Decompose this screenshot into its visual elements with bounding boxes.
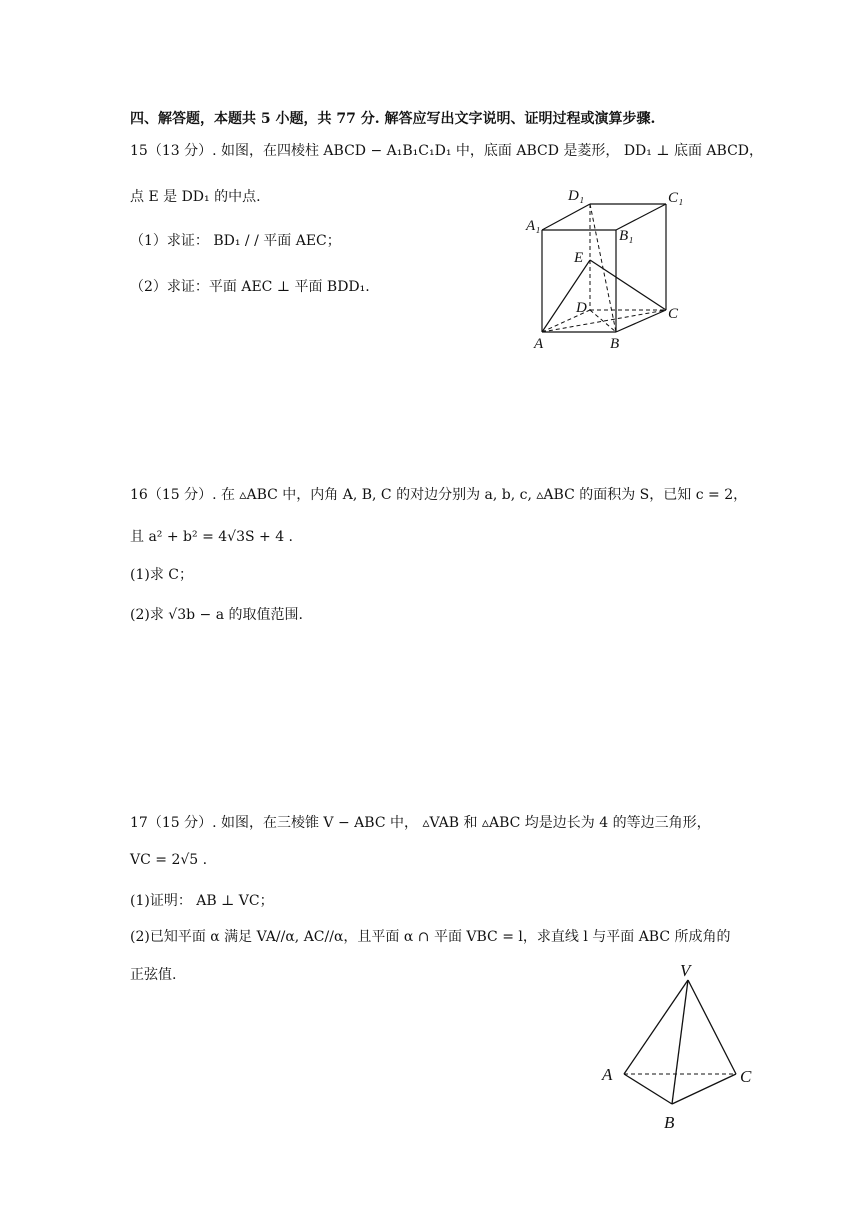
label-C: C [668,306,679,322]
label-A: A [534,336,544,350]
section-heading: 四、解答题，本题共 5 小题，共 77 分. 解答应写出文字说明、证明过程或演算步骤. [130,111,656,127]
label-B1: B₁ [619,228,634,244]
label-D: D [576,300,587,316]
q17-stem-line2: VC = 2√5 . [130,852,208,868]
q17-pyramid-figure [596,958,762,1134]
label-D1: D₁ [568,188,585,204]
q17-stem-line1: 17（15 分）. 如图，在三棱锥 V − ABC 中， ▵VAB 和 ▵ABC 均是边长为 4 的等边三角形， [130,815,711,831]
q15-prism-figure [522,184,688,350]
label-E: E [574,250,584,266]
q17-part2-line2: 正弦值. [130,967,177,983]
q17-part1: (1)证明： AB ⊥ VC； [130,893,274,909]
label-B: B [664,1113,675,1132]
label-A1: A₁ [526,218,541,234]
label-V: V [680,961,691,980]
q15-part2: （2）求证：平面 AEC ⊥ 平面 BDD₁. [130,279,370,295]
q15-stem-line1: 15（13 分）. 如图，在四棱柱 ABCD − A₁B₁C₁D₁ 中，底面 ABCD 是菱形， DD₁ ⊥ 底面 ABCD， [130,143,764,159]
q16-stem-line2: 且 a² + b² = 4√3S + 4 . [130,529,294,545]
q16-part1: (1)求 C； [130,567,193,583]
label-C1: C₁ [668,190,684,206]
label-A: A [602,1065,613,1084]
label-C: C [740,1067,752,1086]
q16-stem-line1: 16（15 分）. 在 ▵ABC 中，内角 A, B, C 的对边分别为 a, b, c, ▵ABC 的面积为 S，已知 c = 2， [130,487,748,503]
label-B: B [610,336,620,350]
q15-part1: （1）求证： BD₁ / / 平面 AEC； [130,233,341,249]
q16-part2: (2)求 √3b − a 的取值范围. [130,607,303,623]
q17-part2-line1: (2)已知平面 α 满足 VA//α, AC//α，且平面 α ∩ 平面 VBC = l，求直线 l 与平面 ABC 所成角的 [130,929,731,945]
q15-stem-line2: 点 E 是 DD₁ 的中点. [130,189,261,205]
